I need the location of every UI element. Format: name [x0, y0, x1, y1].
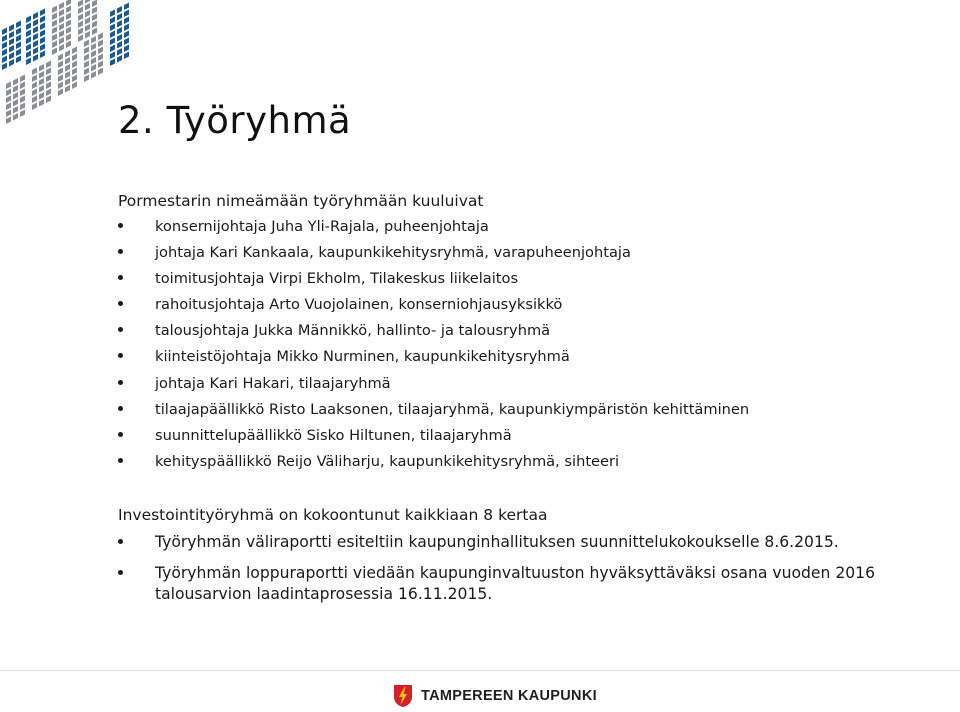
city-logo — [393, 684, 597, 708]
bullet-icon — [118, 249, 123, 254]
list-item-text: suunnittelupäällikkö Sisko Hiltunen, tilaajaryhmä — [155, 426, 512, 444]
list-item-text: tilaajapäällikkö Risto Laaksonen, tilaajaryhmä, kaupunkiympäristön kehittäminen — [155, 400, 750, 418]
list-item — [118, 423, 938, 449]
list-item — [118, 559, 938, 606]
bullet-icon — [118, 353, 123, 358]
list-item — [118, 266, 938, 292]
list-item-text: Työryhmän väliraportti esiteltiin kaupunginhallituksen suunnittelukokoukselle 8.6.2015. — [155, 533, 839, 551]
list-item — [118, 214, 938, 240]
tampere-crest-icon — [393, 684, 413, 708]
list-item — [118, 318, 938, 344]
list-item-text: johtaja Kari Hakari, tilaajaryhmä — [155, 374, 391, 392]
bullet-icon — [118, 432, 123, 437]
list-item-text: johtaja Kari Kankaala, kaupunkikehitysryhmä, varapuheenjohtaja — [155, 244, 631, 262]
bullet-icon — [118, 406, 123, 411]
bullet-icon — [118, 539, 123, 544]
list-item — [118, 449, 938, 475]
meetings-heading: Investointityöryhmä on kokoontunut kaikkiaan 8 kertaa — [118, 506, 548, 524]
meetings-section — [118, 502, 938, 606]
footer-divider — [0, 670, 960, 671]
bullet-icon — [118, 301, 123, 306]
bullet-icon — [118, 327, 123, 332]
list-item-text: toimitusjohtaja Virpi Ekholm, Tilakeskus liikelaitos — [155, 270, 519, 288]
reports-list — [118, 528, 938, 606]
members-heading: Pormestarin nimeämään työryhmään kuuluivat — [118, 192, 484, 210]
bullet-icon — [118, 570, 123, 575]
page-title: 2. Työryhmä — [118, 99, 352, 142]
list-item-text: Työryhmän loppuraportti viedään kaupunginvaltuuston hyväksyttäväksi osana vuoden 2016 talousarvion laadintaprosessia 16.11.2015. — [155, 564, 876, 604]
list-item — [118, 292, 938, 318]
list-item-text: rahoitusjohtaja Arto Vuojolainen, konserniohjausyksikkö — [155, 296, 563, 314]
list-item — [118, 240, 938, 266]
list-item — [118, 528, 938, 559]
members-section — [118, 188, 938, 475]
list-item-text: kehityspäällikkö Reijo Väliharju, kaupunkikehitysryhmä, sihteeri — [155, 452, 620, 470]
list-item-text: talousjohtaja Jukka Männikkö, hallinto- ja talousryhmä — [155, 322, 551, 340]
bullet-icon — [118, 458, 123, 463]
bullet-icon — [118, 380, 123, 385]
list-item-text: konsernijohtaja Juha Yli-Rajala, puheenjohtaja — [155, 218, 489, 235]
members-list — [118, 214, 938, 475]
city-name: TAMPEREEN KAUPUNKI — [421, 688, 597, 704]
list-item — [118, 344, 938, 370]
list-item — [118, 371, 938, 397]
bullet-icon — [118, 223, 123, 228]
list-item-text: kiinteistöjohtaja Mikko Nurminen, kaupunkikehitysryhmä — [155, 348, 570, 366]
list-item — [118, 397, 938, 423]
bullet-icon — [118, 275, 123, 280]
